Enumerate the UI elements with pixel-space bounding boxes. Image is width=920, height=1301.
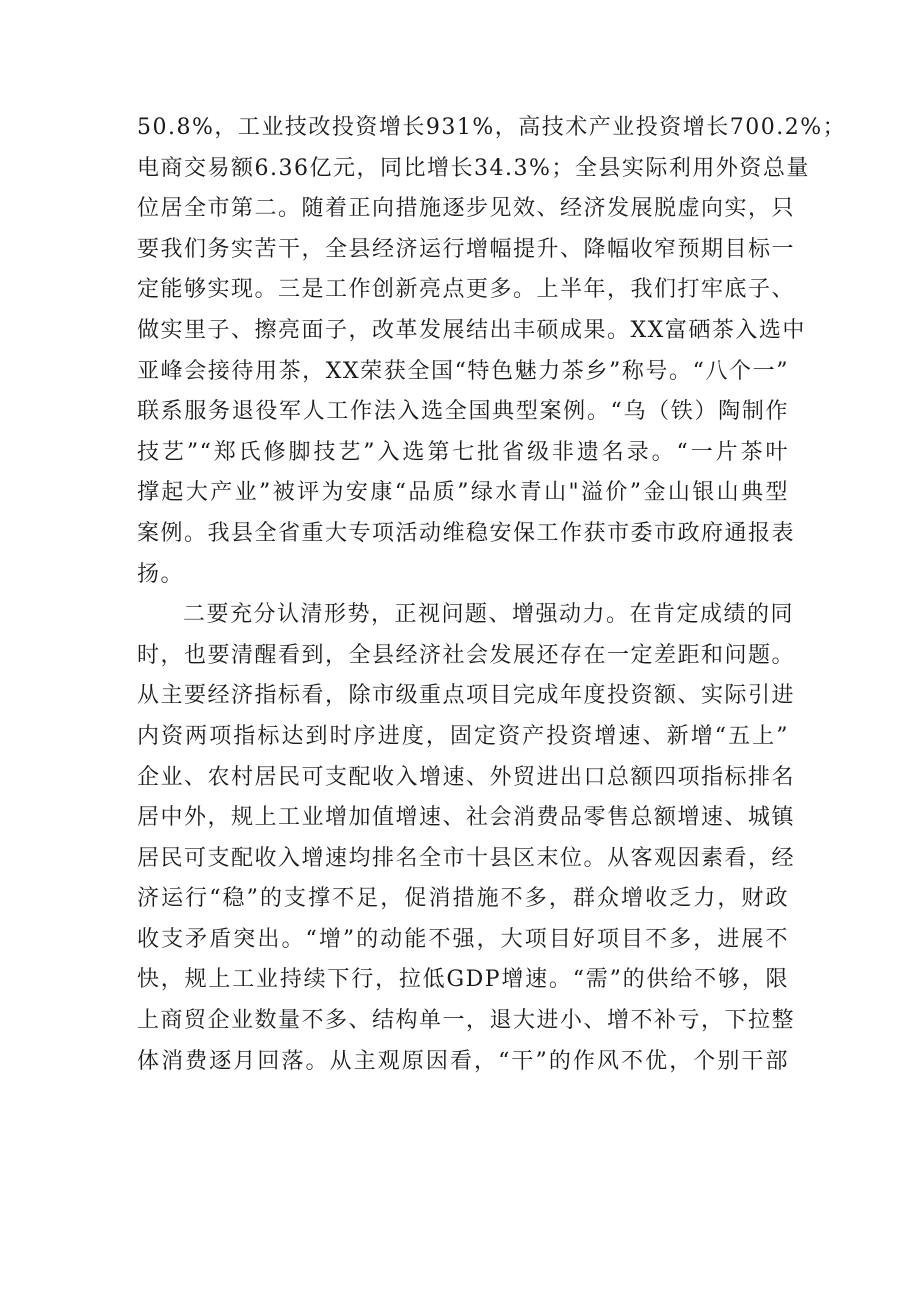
body-text <box>137 108 847 1082</box>
text-line: 二要充分认清形势，正视问题、增强动力。在肯定成绩的同 <box>183 602 795 628</box>
text-line: 50.8%，工业技改投资增长931%，高技术产业投资增长700.2%； <box>137 115 847 140</box>
text-line: 电商交易额6.36亿元，同比增长34.3%；全县实际利用外资总量 <box>137 155 810 181</box>
text-line: 位居全市第二。随着正向措施逐步见效、经济发展脱虚向实，只 <box>137 196 796 222</box>
text-line: 联系服务退役军人工作法入选全国典型案例。“乌（铁）陶制作 <box>137 399 789 425</box>
text-line: 扬。 <box>137 561 185 587</box>
text-line: 案例。我县全省重大专项活动维稳安保工作获市委市政府通报表 <box>137 520 796 546</box>
paragraph-achievements <box>137 108 847 595</box>
text-line: 收支矛盾突出。“增”的动能不强，大项目好项目不多，进展不 <box>137 926 789 952</box>
text-line: 居民可支配收入增速均排名全市十县区末位。从客观因素看，经 <box>137 845 796 871</box>
text-line: 定能够实现。三是工作创新亮点更多。上半年，我们打牢底子、 <box>137 277 796 303</box>
text-line: 从主要经济指标看，除市级重点项目完成年度投资额、实际引进 <box>137 683 796 709</box>
text-line: 内资两项指标达到时序进度，固定资产投资增速、新增“五上” <box>137 723 789 749</box>
text-line: 上商贸企业数量不多、结构单一，退大进小、增不补亏，下拉整 <box>137 1008 796 1034</box>
text-line: 撑起大产业”被评为安康“品质”绿水青山"溢价”金山银山典型 <box>137 480 789 506</box>
text-line: 企业、农村居民可支配收入增速、外贸进出口总额四项指标排名 <box>137 764 796 790</box>
text-line: 时，也要清醒看到，全县经济社会发展还存在一定差距和问题。 <box>137 642 796 668</box>
text-line: 要我们务实苦干，全县经济运行增幅提升、降幅收窄预期目标一 <box>137 236 796 262</box>
text-line: 技艺”“郑氏修脚技艺”入选第七批省级非遗名录。“一片茶叶 <box>137 439 789 465</box>
text-line: 居中外，规上工业增加值增速、社会消费品零售总额增速、城镇 <box>137 805 796 831</box>
text-line: 体消费逐月回落。从主观原因看，“干”的作风不优，个别干部 <box>137 1048 789 1074</box>
text-line: 济运行“稳”的支撑不足，促消措施不多，群众增收乏力，财政 <box>137 886 789 912</box>
text-line: 做实里子、擦亮面子，改革发展结出丰硕成果。XX富硒茶入选中 <box>137 317 806 343</box>
text-line: 亚峰会接待用茶，XX荣获全国“特色魅力茶乡”称号。“八个一” <box>137 358 789 384</box>
text-line: 快，规上工业持续下行，拉低GDP增速。“需”的供给不够，限 <box>137 967 789 993</box>
paragraph-situation-analysis <box>137 595 796 1082</box>
